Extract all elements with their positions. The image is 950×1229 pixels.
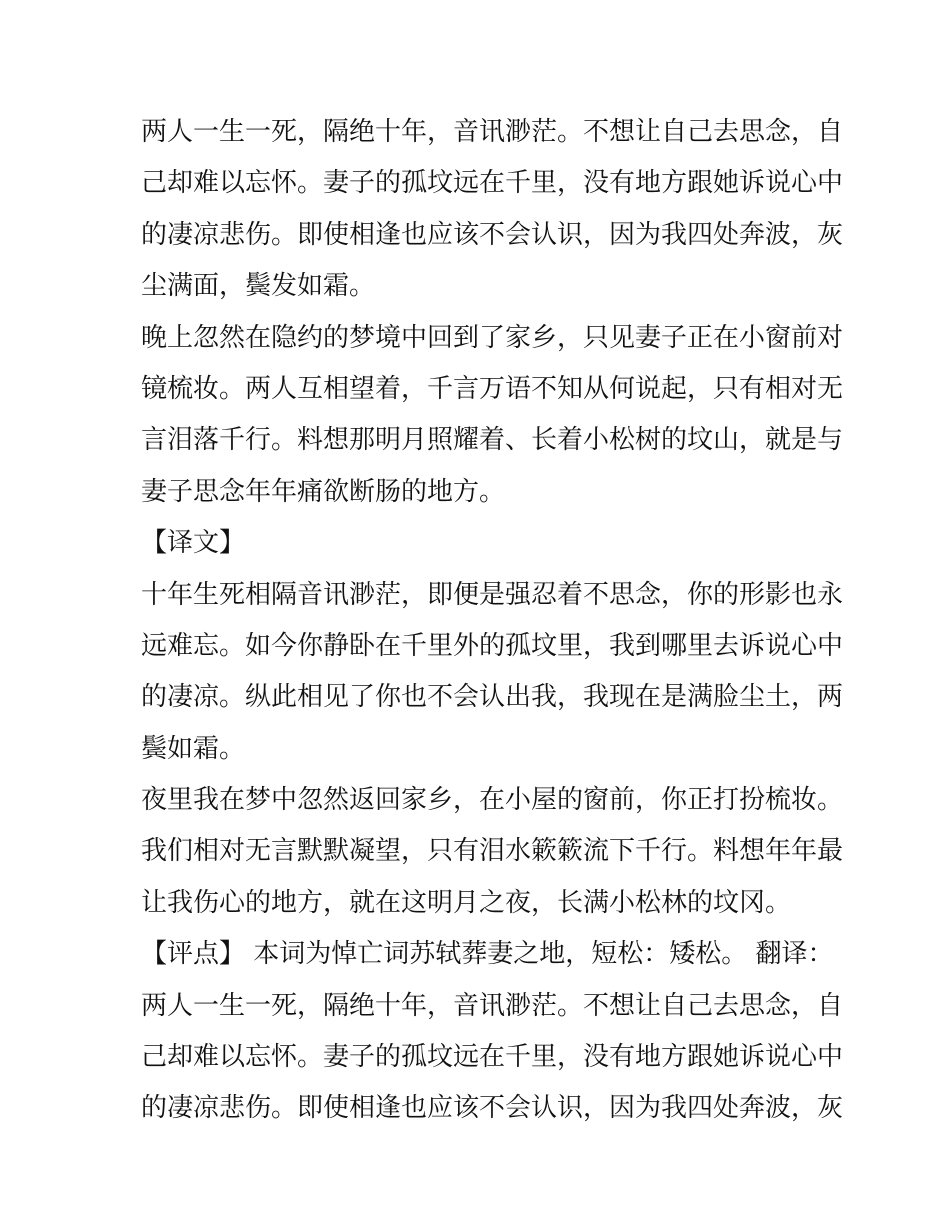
text-line: 十年生死相隔音讯渺茫，即便是强忍着不思念，你的形影也永 — [141, 579, 844, 610]
text-line: 晚上忽然在隐约的梦境中回到了家乡，只见妻子正在小窗前对 — [141, 322, 844, 353]
text-line: 我们相对无言默默凝望，只有泪水簌簌流下千行。料想年年最 — [141, 836, 844, 867]
section-heading-commentary: 【评点】 本词为悼亡词苏轼葬妻之地，短松：矮松。 翻译： — [141, 939, 834, 970]
text-line: 己却难以忘怀。妻子的孤坟远在千里，没有地方跟她诉说心中 — [141, 168, 844, 199]
text-line: 两人一生一死，隔绝十年，音讯渺茫。不想让自己去思念，自 — [141, 990, 844, 1021]
text-line: 的凄凉。纵此相见了你也不会认出我，我现在是满脸尘土，两 — [141, 682, 844, 713]
text-line: 己却难以忘怀。妻子的孤坟远在千里，没有地方跟她诉说心中 — [141, 1042, 844, 1073]
text-line: 镜梳妆。两人互相望着，千言万语不知从何说起，只有相对无 — [141, 373, 844, 404]
text-line: 两人一生一死，隔绝十年，音讯渺茫。不想让自己去思念，自 — [141, 117, 844, 147]
text-line: 远难忘。如今你静卧在千里外的孤坟里，我到哪里去诉说心中 — [141, 630, 844, 661]
section-heading-translation: 【译文】 — [141, 528, 246, 559]
text-line: 让我伤心的地方，就在这明月之夜，长满小松林的坟冈。 — [141, 887, 792, 918]
text-line: 夜里我在梦中忽然返回家乡，在小屋的窗前，你正打扮梳妆。 — [141, 785, 844, 816]
text-line: 的凄凉悲伤。即使相逢也应该不会认识，因为我四处奔波，灰 — [141, 1093, 844, 1124]
text-line: 尘满面，鬓发如霜。 — [141, 271, 376, 302]
text-line: 言泪落千行。料想那明月照耀着、长着小松树的坟山，就是与 — [141, 425, 844, 456]
document-body — [141, 107, 844, 1135]
text-line: 的凄凉悲伤。即使相逢也应该不会认识，因为我四处奔波，灰 — [141, 219, 844, 250]
text-line: 妻子思念年年痛欲断肠的地方。 — [141, 476, 506, 507]
text-line: 鬓如霜。 — [141, 733, 246, 764]
